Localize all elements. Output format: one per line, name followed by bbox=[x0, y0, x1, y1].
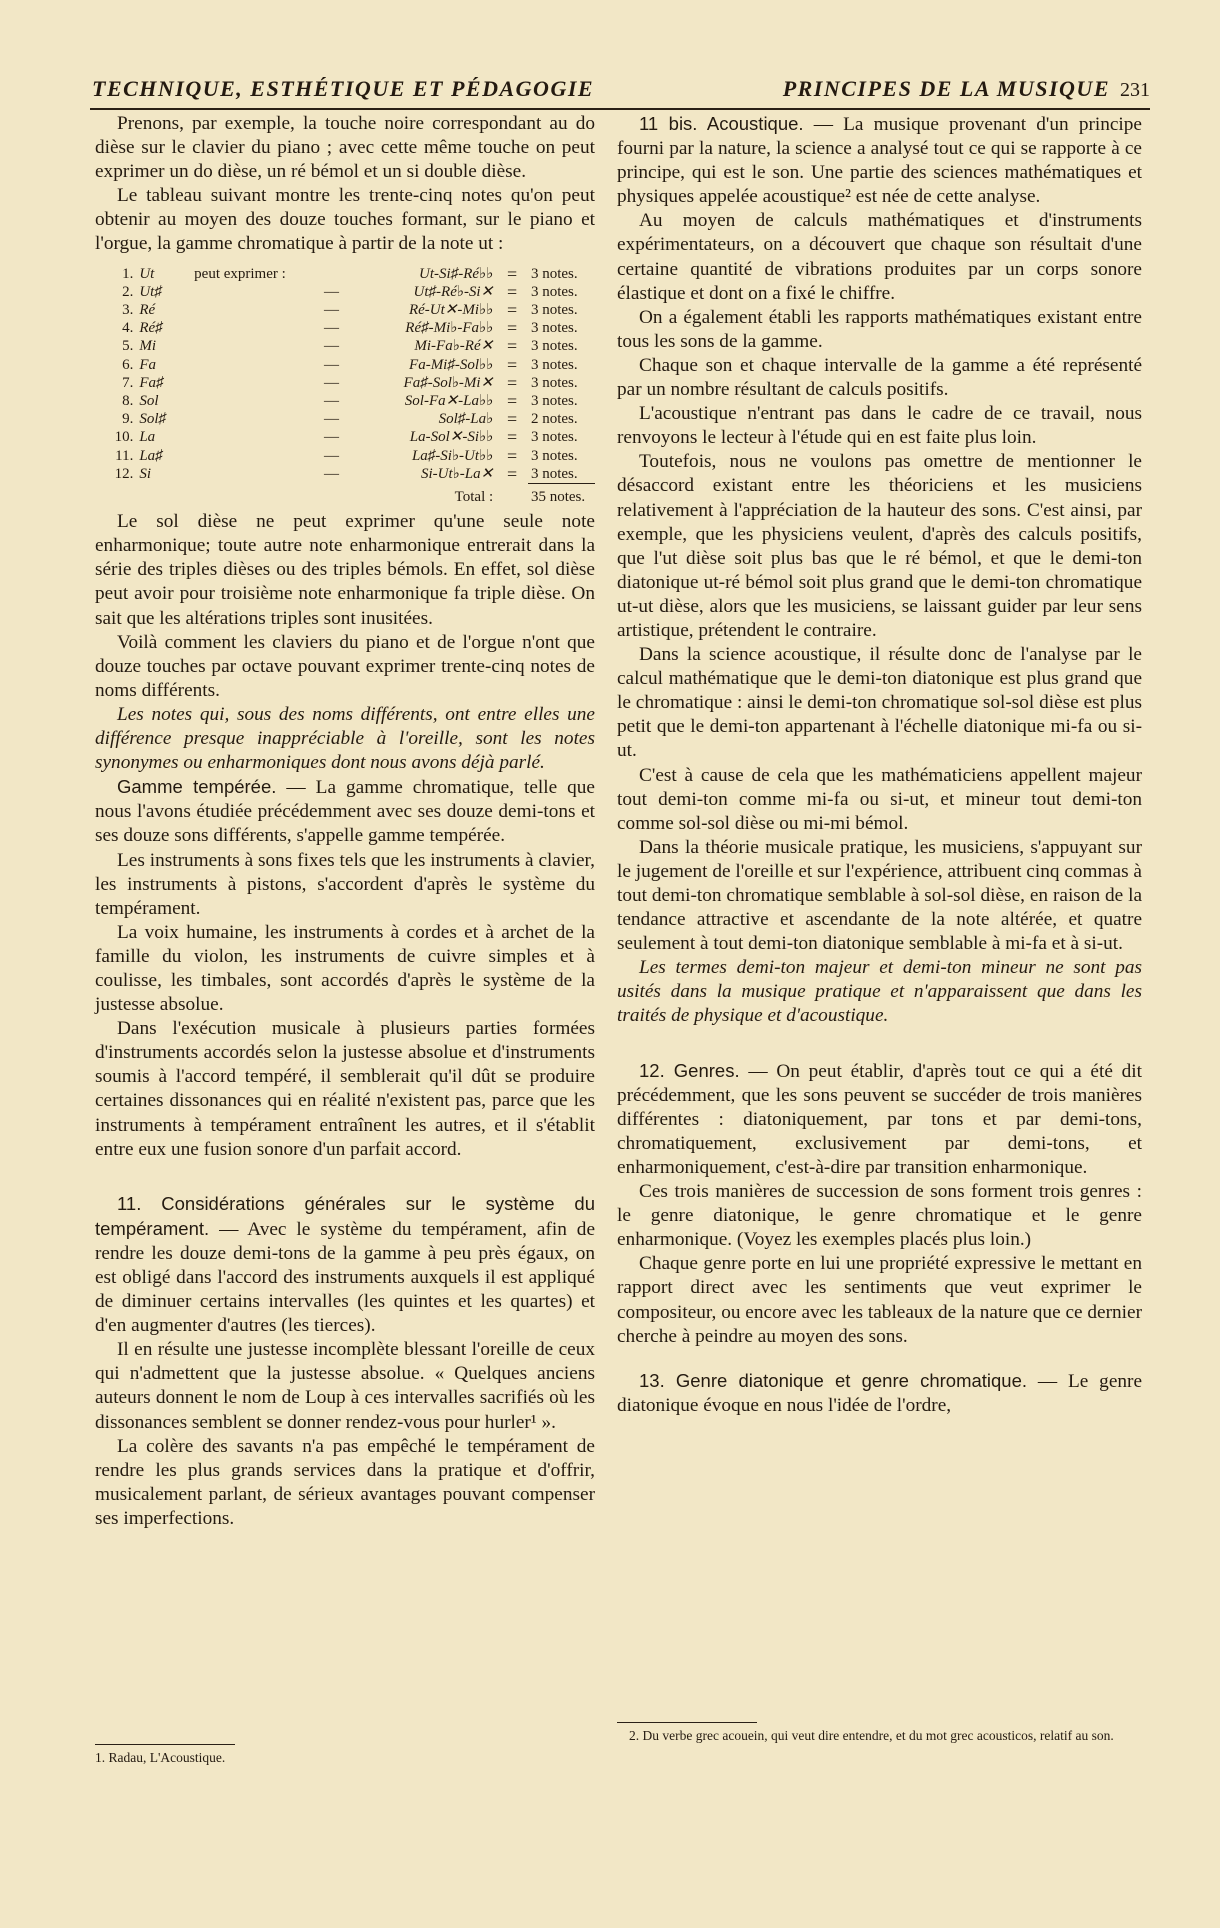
table-cell-num: 8. bbox=[122, 392, 134, 409]
table-cell-count: 3 notes. bbox=[530, 356, 578, 373]
section-heading: Gamme tempérée. bbox=[117, 776, 277, 798]
table-cell-name: Ut bbox=[139, 265, 155, 282]
table-cell-dash: — bbox=[324, 320, 340, 337]
section-heading: 11 bis. Acoustique. bbox=[639, 113, 804, 134]
table-cell-dash: — bbox=[324, 283, 340, 300]
table-cell-eq: = bbox=[506, 409, 518, 430]
paragraph: 13. Genre diatonique et genre chromatique. — Le genre diatonique évoque en nous l'idée de l'ordre, bbox=[617, 1369, 1142, 1416]
paragraph: La colère des savants n'a pas empêché le tempérament de rendre les plus grands services dans la pratique et d'offrir, musicalement parlant, de sérieux avantages pouvant compenser ses imperfections. bbox=[95, 1435, 595, 1529]
table-cell-notes: Ré♯-Mi♭-Fa♭♭ bbox=[405, 320, 494, 337]
table-cell-count: 3 notes. bbox=[530, 392, 578, 409]
table-cell-name: Mi bbox=[139, 338, 156, 355]
table-cell-verb bbox=[191, 301, 303, 319]
total-value: 35 notes. bbox=[528, 484, 595, 507]
table-cell-notes: Ut-Si♯-Ré♭♭ bbox=[419, 265, 494, 282]
paragraph: Il en résulte une justesse incomplète blessant l'oreille de ceux qui n'admettent que la justesse absolue. « Quelques anciens auteurs donnent le nom de Loup à ces intervalles sacrifiés où les dissonances semblent se donner rendez-vous pour hurler¹ ». bbox=[95, 1339, 595, 1433]
running-header bbox=[90, 66, 1150, 110]
table-cell-notes: Mi-Fa♭-Ré✕ bbox=[414, 338, 494, 355]
table-cell-dash: — bbox=[324, 411, 340, 428]
section-heading: 13. Genre diatonique et genre chromatique. bbox=[639, 1369, 1028, 1391]
table-cell-num: 12. bbox=[114, 466, 134, 483]
table-cell-notes: La♯-Si♭-Ut♭♭ bbox=[411, 447, 494, 464]
table-cell-eq: = bbox=[506, 464, 518, 485]
table-cell-name: Ré bbox=[139, 301, 156, 318]
table-cell-num: 9. bbox=[122, 411, 134, 428]
table-total-row bbox=[107, 484, 595, 507]
table-cell-name: Fa bbox=[139, 356, 156, 373]
paragraph: Chaque genre porte en lui une propriété expressive le mettant en rapport direct avec les sentiments que veut exprimer le compositeur, ou encore avec les tableaux de la nature que ce dernier cherche à peindre au moyen des sons. bbox=[617, 1253, 1142, 1347]
table-cell-dash: — bbox=[324, 447, 340, 464]
table-cell-name: La♯ bbox=[139, 447, 163, 464]
table-cell-verb bbox=[191, 447, 303, 465]
enharmonic-notes-table bbox=[107, 265, 595, 507]
table-cell-notes: Ut♯-Ré♭-Si✕ bbox=[413, 283, 494, 300]
table-row bbox=[107, 447, 595, 465]
table-cell-verb bbox=[191, 392, 303, 410]
table-cell-count: 3 notes. bbox=[530, 374, 578, 391]
table-cell-num: 6. bbox=[122, 356, 134, 373]
table-cell-num: 4. bbox=[122, 320, 134, 337]
table-cell-notes: La-Sol✕-Si♭♭ bbox=[409, 429, 494, 446]
table-cell-count: 3 notes. bbox=[530, 447, 578, 464]
paragraph: Dans la théorie musicale pratique, les musiciens, s'appuyant sur le jugement de l'oreille et sur l'expérience, attribuent cinq commas à tout demi-ton chromatique semblable à sol-sol dièse, en raison de la tendance attractive et ascendante de la note altérée, et quatre seulement à tout demi-ton diatonique semblable à mi-fa et à si-ut. bbox=[617, 836, 1142, 955]
paragraph: Chaque son et chaque intervalle de la gamme a été représenté par un nombre résultant de calculs positifs. bbox=[617, 354, 1142, 401]
table-cell-notes: Ré-Ut✕-Mi♭♭ bbox=[408, 301, 494, 318]
table-row bbox=[107, 265, 595, 283]
table-cell-count: 3 notes. bbox=[530, 429, 578, 446]
table-cell-verb bbox=[191, 465, 303, 484]
table-cell-dash: — bbox=[324, 392, 340, 409]
section-heading: 12. Genres. bbox=[639, 1059, 740, 1081]
table-row bbox=[107, 410, 595, 428]
table-cell-verb bbox=[191, 374, 303, 392]
right-column bbox=[617, 112, 1142, 1418]
table-cell-count: 3 notes. bbox=[530, 265, 578, 282]
footnote-left bbox=[95, 1744, 595, 1767]
table-cell-count: 3 notes. bbox=[530, 320, 578, 337]
table-row bbox=[107, 283, 595, 301]
table-row bbox=[107, 465, 595, 484]
total-label: Total : bbox=[454, 488, 494, 505]
table-cell-num: 3. bbox=[122, 301, 134, 318]
footnote-rule bbox=[617, 1722, 757, 1723]
table-cell-name: La bbox=[139, 429, 156, 446]
paragraph: Gamme tempérée. — La gamme chromatique, telle que nous l'avons étudiée précédemment avec ses douze demi-tons et ses douze sons différents, s'appelle gamme tempérée. bbox=[95, 776, 595, 847]
table-cell-notes: Sol♯-La♭ bbox=[438, 411, 494, 428]
table-row bbox=[107, 374, 595, 392]
table-cell-eq: = bbox=[506, 299, 518, 320]
footnote-text: 2. Du verbe grec acouein, qui veut dire entendre, et du mot grec acousticos, relatif au son. bbox=[629, 1728, 1114, 1743]
table-cell-verb bbox=[191, 428, 303, 446]
table-cell-count: 3 notes. bbox=[530, 338, 578, 355]
table-row bbox=[107, 337, 595, 355]
header-left-title: TECHNIQUE, ESTHÉTIQUE ET PÉDAGOGIE bbox=[92, 76, 595, 101]
table-cell-verb bbox=[191, 337, 303, 355]
table-row bbox=[107, 356, 595, 374]
table-cell-eq: = bbox=[506, 372, 518, 393]
table-cell-name: Fa♯ bbox=[139, 374, 164, 391]
table-cell-eq: = bbox=[506, 281, 518, 302]
table-cell-eq: = bbox=[506, 390, 518, 411]
table-cell-name: Sol♯ bbox=[139, 411, 166, 428]
table-cell-verb bbox=[191, 319, 303, 337]
footnote-text: 1. Radau, L'Acoustique. bbox=[95, 1750, 226, 1765]
paragraph: L'acoustique n'entrant pas dans le cadre de ce travail, nous renvoyons le lecteur à l'étude qui en est faite plus loin. bbox=[617, 403, 1142, 449]
table-cell-eq: = bbox=[506, 354, 518, 375]
paragraph: Voilà comment les claviers du piano et de l'orgue n'ont que douze touches par octave pouvant exprimer trente-cinq notes de noms différents. bbox=[95, 631, 595, 701]
table-cell-verb bbox=[191, 356, 303, 374]
table-cell-verb bbox=[191, 283, 303, 301]
table-cell-dash: — bbox=[324, 429, 340, 446]
paragraph: Ces trois manières de succession de sons forment trois genres : le genre diatonique, le genre chromatique et le genre enharmonique. (Voyez les exemples placés plus loin.) bbox=[617, 1181, 1142, 1251]
paragraph: 11. Considérations générales sur le système du tempérament. — Avec le système du tempérament, afin de rendre les douze demi-tons de la gamme à peu près égaux, on est obligé dans l'accord des instruments auxquels il est appliqué de diminuer certains intervalles (les quintes et les quartes) et d'en augmenter d'autres (les tierces). bbox=[95, 1192, 595, 1337]
table-cell-dash: — bbox=[324, 301, 340, 318]
table-cell-num: 5. bbox=[122, 338, 134, 355]
table-row bbox=[107, 428, 595, 446]
table-cell-count: 3 notes. bbox=[530, 465, 578, 482]
table-cell-dash bbox=[303, 265, 360, 283]
paragraph: Prenons, par exemple, la touche noire correspondant au do dièse sur le clavier du piano ; avec cette même touche on peut exprimer un do dièse, un ré bémol et un si double dièse. bbox=[95, 113, 595, 183]
table-cell-num: 11. bbox=[115, 447, 134, 464]
paragraph: Le sol dièse ne peut exprimer qu'une seule note enharmonique; toute autre note enharmonique entrerait dans la série des triples dièses ou des triples bémols. En effet, sol dièse peut avoir pour troisième note enharmonique fa triple dièse. On sait que les altérations triples sont inusitées. bbox=[95, 511, 595, 629]
footnote-rule bbox=[95, 1744, 235, 1745]
table-cell-name: Ut♯ bbox=[139, 283, 162, 300]
table-cell-num: 10. bbox=[114, 429, 134, 446]
table-cell-name: Sol bbox=[139, 392, 159, 409]
table-cell-dash: — bbox=[324, 356, 340, 373]
table-cell-notes: Fa♯-Sol♭-Mi✕ bbox=[403, 374, 494, 391]
left-column bbox=[95, 112, 595, 1531]
paragraph: C'est à cause de cela que les mathématiciens appellent majeur tout demi-ton comme mi-fa ou si-ut, et mineur tout demi-ton comme sol-sol dièse ou mi-mi bémol. bbox=[617, 764, 1142, 834]
table-cell-verb: peut exprimer : bbox=[194, 265, 286, 282]
table-cell-name: Ré♯ bbox=[139, 320, 163, 337]
table-cell-name: Si bbox=[139, 466, 151, 483]
footnote-right bbox=[617, 1722, 1142, 1745]
paragraph: Dans la science acoustique, il résulte donc de l'analyse par le calcul mathématique que le demi-ton diatonique est plus grand que le chromatique : ainsi le demi-ton chromatique sol-sol dièse est plus petit que le demi-ton appartenant à l'échelle diatonique mi-fa ou si-ut. bbox=[617, 644, 1142, 762]
section-heading: 11. Considérations générales sur le système du tempérament. bbox=[95, 1192, 595, 1239]
paragraph: On a également établi les rapports mathématiques existant entre tous les sons de la gamme. bbox=[617, 306, 1142, 352]
table-cell-count: 3 notes. bbox=[530, 301, 578, 318]
paragraph: Dans l'exécution musicale à plusieurs parties formées d'instruments accordés selon la justesse absolue et d'instruments soumis à l'accord tempéré, il semblerait qu'il dût se produire certaines dissonances qui en réalité n'existent pas, parce que les instruments à tempérament entraînent les autres, et il s'établit entre eux une fusion sonore d'un parfait accord. bbox=[95, 1018, 595, 1160]
table-cell-count: 2 notes. bbox=[530, 411, 578, 428]
table-cell-num: 2. bbox=[122, 283, 134, 300]
table-cell-dash: — bbox=[324, 374, 340, 391]
table-cell-notes: Si-Ut♭-La✕ bbox=[421, 466, 494, 483]
table-cell-eq: = bbox=[506, 263, 518, 284]
table-row bbox=[107, 301, 595, 319]
header-right-title: PRINCIPES DE LA MUSIQUE bbox=[782, 76, 1110, 101]
table-cell-eq: = bbox=[506, 318, 518, 339]
table-cell-eq: = bbox=[506, 427, 518, 448]
table-cell-eq: = bbox=[506, 445, 518, 466]
table-cell-dash: — bbox=[324, 338, 340, 355]
paragraph: Les instruments à sons fixes tels que les instruments à clavier, les instruments à pistons, s'accordent d'après le système du tempérament. bbox=[95, 849, 595, 919]
page-number: 231 bbox=[1120, 79, 1150, 101]
table-cell-verb bbox=[191, 410, 303, 428]
paragraph: 11 bis. Acoustique. — La musique provenant d'un principe fourni par la nature, la science a analysé tout ce qui se rapporte à ce principe, qui est le son. Une partie des sciences mathématiques et physiques appelée acoustique² est née de cette analyse. bbox=[617, 113, 1142, 208]
table-cell-count: 3 notes. bbox=[530, 283, 578, 300]
paragraph: Toutefois, nous ne voulons pas omettre de mentionner le désaccord existant entre les théoriciens et les musiciens relativement à l'appréciation de la hauteur des sons. C'est ainsi, par exemple, que les physiciens veulent, d'après des calculs positifs, que l'ut dièse soit plus bas que le ré bémol, et que le demi-ton diatonique ut-ré bémol soit plus grand que le demi-ton chromatique ut-ut dièse, alors que les musiciens, se laissant guider par leur sens artistique, prétendent le contraire. bbox=[617, 451, 1142, 641]
table-cell-notes: Sol-Fa✕-La♭♭ bbox=[404, 392, 494, 409]
table-cell-num: 7. bbox=[122, 374, 134, 391]
table-cell-dash: — bbox=[324, 466, 340, 483]
table-cell-num: 1. bbox=[122, 265, 134, 282]
table-row bbox=[107, 319, 595, 337]
table-cell-notes: Fa-Mi♯-Sol♭♭ bbox=[409, 356, 494, 373]
paragraph: La voix humaine, les instruments à cordes et à archet de la famille du violon, les instruments de cuivre simples et à coulisse, les timbales, sont accordés d'après le système de la justesse absolue. bbox=[95, 921, 595, 1016]
paragraph: Au moyen de calculs mathématiques et d'instruments expérimentateurs, on a découvert que chaque son résultait d'une certaine quantité de vibrations produites par un corps sonore élastique et dont on a fixé le chiffre. bbox=[617, 210, 1142, 304]
paragraph: Les termes demi-ton majeur et demi-ton mineur ne sont pas usités dans la musique pratique et n'apparaissent que dans les traités de physique et d'acoustique. bbox=[617, 957, 1142, 1027]
paragraph: Le tableau suivant montre les trente-cinq notes qu'on peut obtenir au moyen des douze touches formant, sur le piano et l'orgue, la gamme chromatique à partir de la note ut : bbox=[95, 185, 595, 255]
table-row bbox=[107, 392, 595, 410]
paragraph: Les notes qui, sous des noms différents, ont entre elles une différence presque inappréciable à l'oreille, sont les notes synonymes ou enharmoniques dont nous avons déjà parlé. bbox=[95, 703, 595, 774]
paragraph: 12. Genres. — On peut établir, d'après tout ce qui a été dit précédemment, que les sons peuvent se succéder de trois manières différentes : diatoniquement, par tons et par demi-tons, chromatiquement, exclusivement par demi-tons, et enharmoniquement, c'est-à-dire par transition enharmonique. bbox=[617, 1059, 1142, 1178]
table-cell-eq: = bbox=[506, 336, 518, 357]
